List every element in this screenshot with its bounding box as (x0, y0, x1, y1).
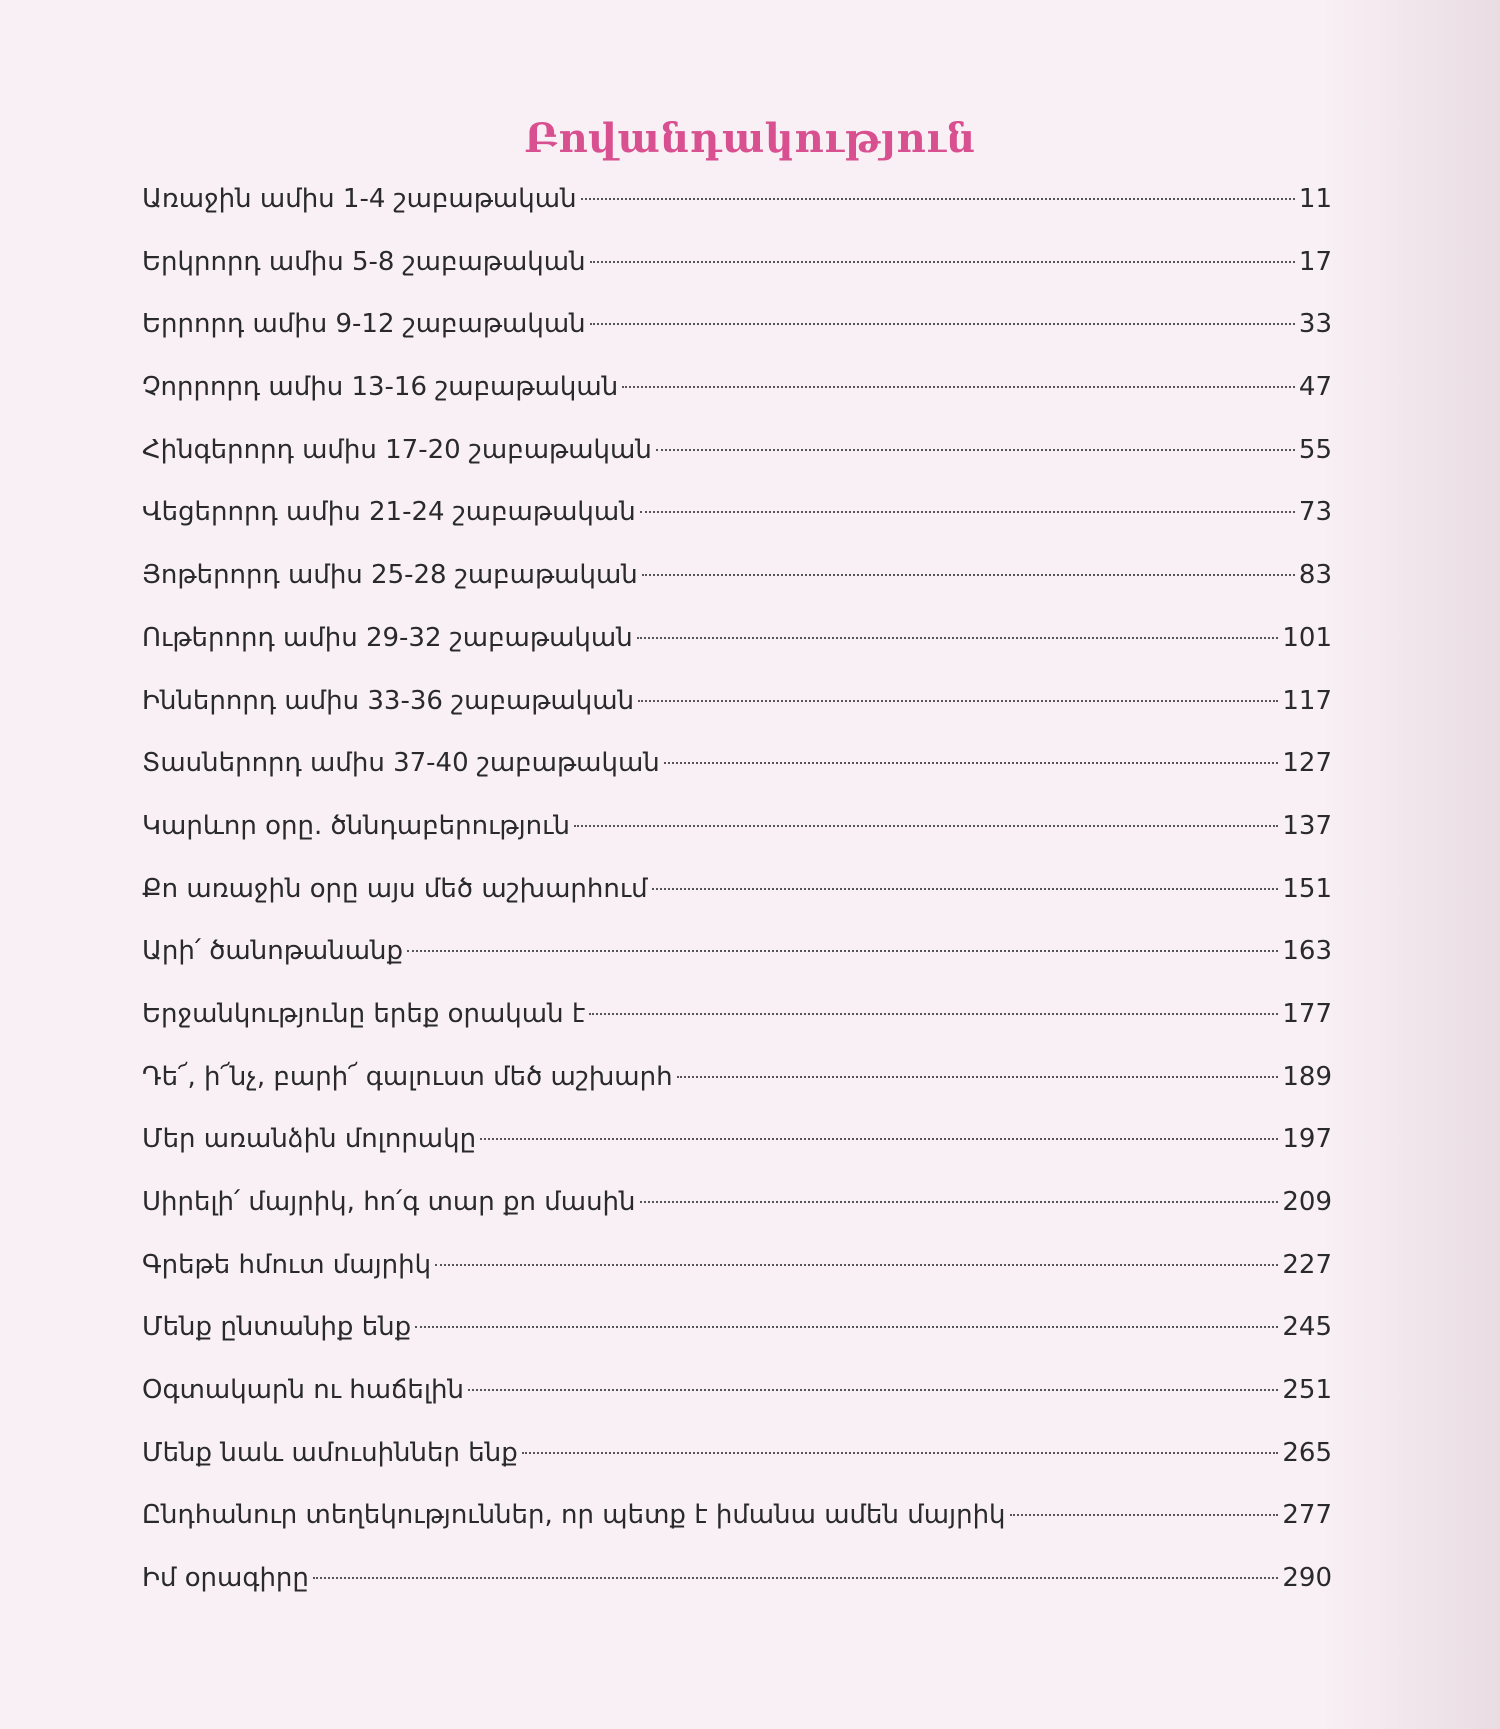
toc-entry (142, 858, 1332, 921)
dot-leader (480, 1138, 1278, 1140)
dot-leader (652, 888, 1279, 890)
toc-list (142, 168, 1332, 1610)
dot-leader (622, 386, 1295, 388)
toc-entry-label: Դե՜, ի՜նչ, բարի՜ գալուստ մեծ աշխարհ (142, 1061, 673, 1092)
toc-entry-label: Երրորդ ամիս 9-12 շաբաթական (142, 309, 586, 340)
toc-entry-label: Առաջին ամիս 1-4 շաբաթական (142, 184, 577, 214)
toc-entry-label: Օգտակարն ու հաճելին (142, 1375, 464, 1406)
toc-entry-page: 209 (1282, 1187, 1332, 1217)
toc-entry-page: 163 (1282, 936, 1332, 967)
toc-entry-page: 11 (1298, 184, 1332, 214)
toc-entry-label: Երկրորդ ամիս 5-8 շաբաթական (142, 246, 586, 277)
dot-leader (656, 449, 1295, 451)
toc-entry-label: Մեր առանձին մոլորակը (142, 1124, 477, 1155)
toc-entry-page: 33 (1298, 309, 1332, 340)
dot-leader (435, 1264, 1278, 1266)
dot-leader (589, 1013, 1278, 1015)
toc-entry-page: 227 (1282, 1249, 1332, 1280)
toc-entry (142, 732, 1332, 795)
toc-entry-label: Երջանկությունը երեք օրական է (142, 998, 586, 1029)
dot-leader (590, 323, 1295, 325)
dot-leader (468, 1389, 1278, 1391)
toc-entry (142, 607, 1332, 670)
toc-entry-page: 47 (1298, 372, 1332, 403)
toc-entry-page: 277 (1282, 1500, 1332, 1531)
dot-leader (415, 1326, 1278, 1328)
toc-entry (142, 983, 1332, 1046)
toc-entry-label: Հինգերորդ ամիս 17-20 շաբաթական (142, 434, 652, 465)
toc-entry (142, 1171, 1332, 1234)
toc-entry-label: Վեցերորդ ամիս 21-24 շաբաթական (142, 497, 636, 528)
toc-entry-label: Յոթերորդ ամիս 25-28 շաբաթական (142, 560, 638, 591)
toc-entry (142, 481, 1332, 544)
toc-entry-page: 189 (1282, 1061, 1332, 1092)
toc-entry (142, 544, 1332, 607)
toc-entry (142, 1296, 1332, 1359)
dot-leader (640, 1201, 1279, 1203)
toc-entry-label: Արի՛ ծանոթանանք (142, 936, 404, 967)
toc-entry (142, 1234, 1332, 1297)
toc-entry-page: 290 (1282, 1563, 1332, 1594)
toc-entry-page: 73 (1298, 497, 1332, 528)
toc-entry (142, 1359, 1332, 1422)
dot-leader (590, 261, 1295, 263)
toc-entry (142, 1547, 1332, 1610)
toc-entry-label: Սիրելի՛ մայրիկ, հո՛գ տար քո մասին (142, 1187, 636, 1217)
toc-entry (142, 1108, 1332, 1171)
toc-entry (142, 356, 1332, 419)
dot-leader (642, 574, 1295, 576)
toc-title: Բովանդակություն (524, 114, 976, 162)
dot-leader (640, 511, 1295, 513)
toc-entry-label: Քո առաջին օրը այս մեծ աշխարհում (142, 873, 648, 904)
dot-leader (581, 198, 1295, 200)
toc-entry-page: 245 (1282, 1312, 1332, 1343)
dot-leader (638, 700, 1278, 702)
dot-leader (407, 950, 1278, 952)
toc-entry-label: Իմ օրագիրը (142, 1563, 309, 1594)
toc-entry-label: Ութերորդ ամիս 29-32 շաբաթական (142, 622, 633, 653)
toc-entry (142, 920, 1332, 983)
toc-entry-page: 127 (1282, 748, 1332, 779)
dot-leader (1010, 1514, 1279, 1516)
toc-entry (142, 1046, 1332, 1109)
toc-entry (142, 1484, 1332, 1547)
toc-entry (142, 670, 1332, 733)
dot-leader (637, 637, 1279, 639)
dot-leader (522, 1452, 1279, 1454)
toc-entry-page: 83 (1298, 560, 1332, 591)
toc-entry (142, 795, 1332, 858)
toc-entry-page: 55 (1298, 434, 1332, 465)
toc-entry (142, 1422, 1332, 1485)
toc-entry-label: Ընդհանուր տեղեկություններ, որ պետք է իմանա ամեն մայրիկ (142, 1500, 1006, 1531)
toc-entry (142, 293, 1332, 356)
toc-entry-label: Իններորդ ամիս 33-36 շաբաթական (142, 685, 635, 716)
toc-entry-page: 137 (1282, 810, 1332, 841)
toc-entry (142, 168, 1332, 231)
toc-entry-page: 151 (1282, 873, 1332, 904)
dot-leader (677, 1076, 1279, 1078)
toc-entry-label: Չորրորդ ամիս 13-16 շաբաթական (142, 372, 619, 403)
toc-entry-page: 177 (1282, 998, 1332, 1029)
dot-leader (574, 825, 1278, 827)
toc-entry-page: 265 (1282, 1437, 1332, 1468)
toc-entry-page: 117 (1282, 685, 1332, 716)
toc-entry-label: Տասներորդ ամիս 37-40 շաբաթական (142, 748, 660, 779)
toc-entry-label: Կարևոր օրը. ծննդաբերություն (142, 810, 570, 841)
toc-entry-page: 197 (1282, 1124, 1332, 1155)
dot-leader (313, 1577, 1278, 1579)
toc-entry-page: 101 (1282, 622, 1332, 653)
toc-entry (142, 419, 1332, 482)
dot-leader (664, 762, 1279, 764)
toc-entry-label: Գրեթե հմուտ մայրիկ (142, 1249, 432, 1280)
toc-entry-label: Մենք ընտանիք ենք (142, 1312, 412, 1343)
toc-entry-page: 17 (1298, 246, 1332, 277)
toc-entry-label: Մենք նաև ամուսիններ ենք (142, 1437, 518, 1468)
toc-entry-page: 251 (1282, 1375, 1332, 1406)
toc-entry (142, 231, 1332, 294)
